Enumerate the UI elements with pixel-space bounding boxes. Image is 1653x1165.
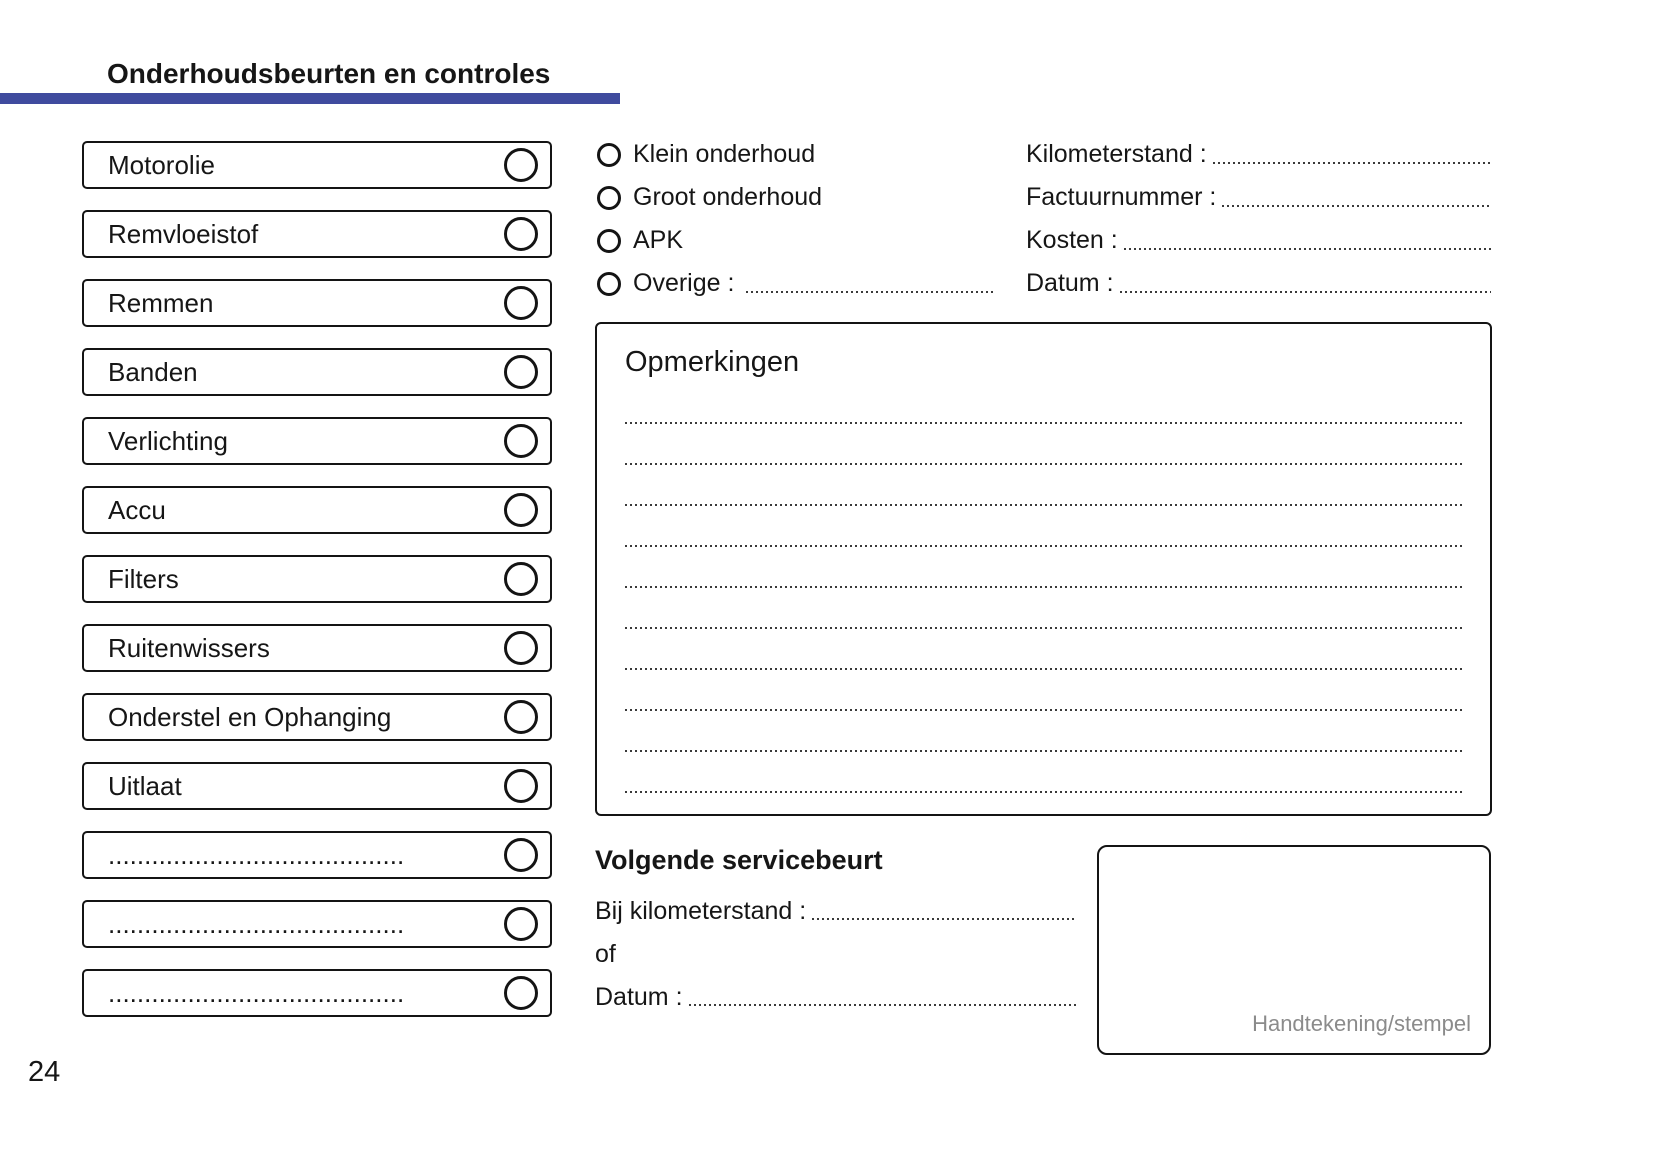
remarks-line[interactable] xyxy=(625,424,1462,465)
checklist-item-blank-3 xyxy=(82,969,552,1017)
checklist-item-label: Motorolie xyxy=(108,149,215,180)
checklist-item-label: Banden xyxy=(108,356,198,387)
check-circle[interactable] xyxy=(504,217,538,251)
checklist-item-label: Filters xyxy=(108,563,179,594)
remarks-box xyxy=(595,322,1492,816)
radio-circle[interactable] xyxy=(597,186,621,210)
check-circle[interactable] xyxy=(504,286,538,320)
remarks-lines xyxy=(625,383,1462,793)
field-label: Kosten : xyxy=(1026,226,1118,254)
radio-circle[interactable] xyxy=(597,229,621,253)
next-service-km-label: Bij kilometerstand : xyxy=(595,896,807,925)
next-service-title: Volgende servicebeurt xyxy=(595,845,883,875)
field-label: Kilometerstand : xyxy=(1026,140,1207,168)
checklist-item-uitlaat xyxy=(82,762,552,810)
admin-fields xyxy=(1026,139,1491,299)
service-type-options xyxy=(597,139,995,299)
remarks-line[interactable] xyxy=(625,383,1462,424)
field-label: Factuurnummer : xyxy=(1026,183,1217,211)
checklist-item-label: Remmen xyxy=(108,287,214,318)
kosten-fill-line[interactable] xyxy=(1124,248,1491,250)
checklist-item-label: Onderstel en Ophanging xyxy=(108,701,392,732)
checklist-item-onderstel-en-ophanging xyxy=(82,693,552,741)
signature-box[interactable] xyxy=(1097,845,1491,1055)
page-title: Onderhoudsbeurten en controles xyxy=(107,58,551,89)
next-service-date-label: Datum : xyxy=(595,982,683,1011)
checklist-item-blank-2 xyxy=(82,900,552,948)
checklist-item-blank-label[interactable]: ......................................... xyxy=(108,977,405,1008)
check-circle[interactable] xyxy=(504,631,538,665)
service-option-groot-onderhoud xyxy=(597,182,995,213)
checklist-item-label: Remvloeistof xyxy=(108,218,259,249)
checklist-item-label: Accu xyxy=(108,494,166,525)
remarks-line[interactable] xyxy=(625,588,1462,629)
field-label: Datum : xyxy=(1026,269,1114,297)
checklist-item-label: Ruitenwissers xyxy=(108,632,270,663)
service-option-overige xyxy=(597,268,995,299)
checklist-item-remvloeistof xyxy=(82,210,552,258)
radio-circle[interactable] xyxy=(597,272,621,296)
remarks-line[interactable] xyxy=(625,711,1462,752)
service-option-label: APK xyxy=(633,226,684,254)
signature-label: Handtekening/stempel xyxy=(1252,1011,1471,1036)
remarks-line[interactable] xyxy=(625,465,1462,506)
remarks-line[interactable] xyxy=(625,670,1462,711)
field-kosten xyxy=(1026,225,1491,256)
overige-fill-line[interactable] xyxy=(746,291,995,293)
checklist-item-filters xyxy=(82,555,552,603)
kilometerstand-fill-line[interactable] xyxy=(1213,162,1491,164)
page-number: 24 xyxy=(28,1056,61,1088)
title-accent-bar xyxy=(0,93,620,104)
checklist-item-blank-1 xyxy=(82,831,552,879)
field-kilometerstand xyxy=(1026,139,1491,170)
radio-circle[interactable] xyxy=(597,143,621,167)
service-option-label: Klein onderhoud xyxy=(633,140,816,168)
checklist-item-verlichting xyxy=(82,417,552,465)
service-option-apk xyxy=(597,225,995,256)
check-circle[interactable] xyxy=(504,838,538,872)
next-service-or-label: of xyxy=(595,939,616,968)
checklist-item-label: Verlichting xyxy=(108,425,228,456)
remarks-line[interactable] xyxy=(625,547,1462,588)
check-circle[interactable] xyxy=(504,976,538,1010)
remarks-line[interactable] xyxy=(625,506,1462,547)
check-circle[interactable] xyxy=(504,769,538,803)
check-circle[interactable] xyxy=(504,424,538,458)
field-datum xyxy=(1026,268,1491,299)
service-option-label: Overige : xyxy=(633,269,735,297)
service-option-label: Groot onderhoud xyxy=(633,183,823,211)
next-service-km-fill-line[interactable] xyxy=(812,918,1077,920)
remarks-line[interactable] xyxy=(625,752,1462,793)
next-service-or-row xyxy=(595,939,1077,969)
factuurnummer-fill-line[interactable] xyxy=(1222,205,1491,207)
next-service-date-row xyxy=(595,982,1077,1012)
check-circle[interactable] xyxy=(504,562,538,596)
next-service-date-fill-line[interactable] xyxy=(689,1004,1077,1006)
checklist-item-label: Uitlaat xyxy=(108,770,182,801)
field-factuurnummer xyxy=(1026,182,1491,213)
checklist-item-ruitenwissers xyxy=(82,624,552,672)
check-circle[interactable] xyxy=(504,493,538,527)
checklist-item-remmen xyxy=(82,279,552,327)
checklist-item-accu xyxy=(82,486,552,534)
check-circle[interactable] xyxy=(504,700,538,734)
next-service-km-row xyxy=(595,896,1077,926)
checklist-item-banden xyxy=(82,348,552,396)
check-circle[interactable] xyxy=(504,148,538,182)
datum-fill-line[interactable] xyxy=(1120,291,1491,293)
maintenance-checklist xyxy=(82,141,552,1017)
checklist-item-motorolie xyxy=(82,141,552,189)
checklist-item-blank-label[interactable]: ......................................... xyxy=(108,839,405,870)
check-circle[interactable] xyxy=(504,355,538,389)
check-circle[interactable] xyxy=(504,907,538,941)
remarks-line[interactable] xyxy=(625,629,1462,670)
remarks-title: Opmerkingen xyxy=(625,346,800,378)
service-option-klein-onderhoud xyxy=(597,139,995,170)
checklist-item-blank-label[interactable]: ......................................... xyxy=(108,908,405,939)
next-service-section xyxy=(595,845,1077,1025)
